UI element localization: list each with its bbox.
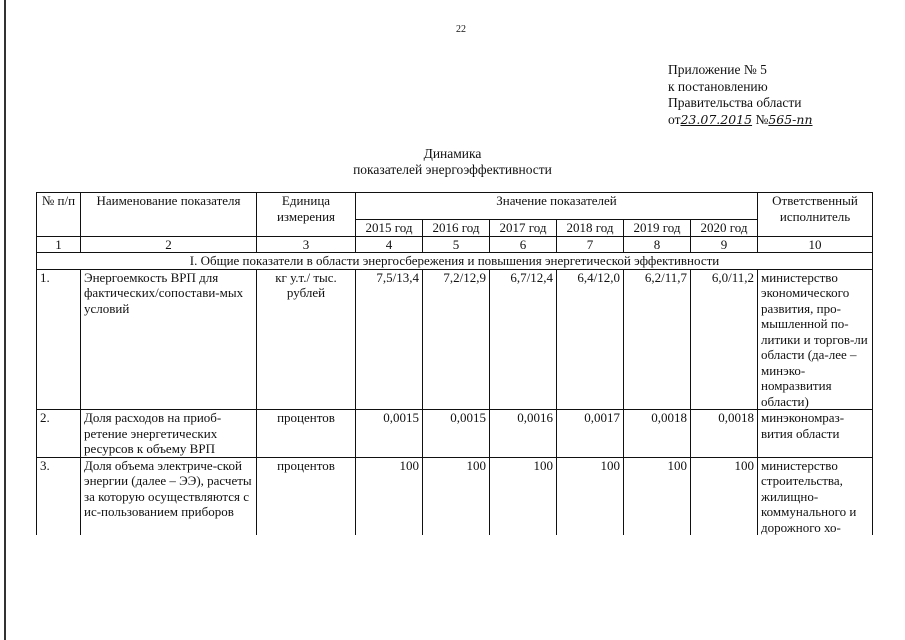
header-name: Наименование показателя [81, 193, 257, 237]
scan-edge-mark [4, 0, 6, 640]
table-row [37, 269, 873, 410]
appendix-date-line [668, 112, 813, 129]
row-value: 6,4/12,0 [557, 269, 624, 410]
row-value: 7,2/12,9 [423, 269, 490, 410]
row-name: Доля расходов на приоб-ретение энергетических ресурсов к объему ВРП [81, 410, 257, 458]
decree-date: 23.07.2015 [680, 111, 753, 127]
column-number: 5 [423, 236, 490, 253]
title-line-1: Динамика [423, 146, 482, 161]
column-number: 7 [557, 236, 624, 253]
table-row [37, 410, 873, 458]
row-value: 100 [423, 457, 490, 535]
row-value: 6,7/12,4 [490, 269, 557, 410]
number-prefix: № [755, 111, 769, 127]
column-number: 4 [356, 236, 423, 253]
row-value: 0,0015 [356, 410, 423, 458]
appendix-line-3: Правительства области [668, 95, 802, 110]
row-num: 3. [37, 457, 81, 535]
header-row [37, 193, 873, 220]
header-values: Значение показателей [356, 193, 758, 220]
year-header: 2016 год [423, 220, 490, 237]
row-value: 7,5/13,4 [356, 269, 423, 410]
row-value: 0,0018 [624, 410, 691, 458]
year-header: 2015 год [356, 220, 423, 237]
year-header: 2017 год [490, 220, 557, 237]
row-name: Доля объема электриче-ской энергии (далее – ЭЭ), расчеты за которую осуществляются с ис-пользованием приборов [81, 457, 257, 535]
column-number: 1 [37, 236, 81, 253]
column-number: 6 [490, 236, 557, 253]
row-value: 0,0018 [691, 410, 758, 458]
row-value: 100 [624, 457, 691, 535]
page-number: 22 [456, 24, 466, 35]
header-responsible: Ответственный исполнитель [758, 193, 873, 237]
row-num: 1. [37, 269, 81, 410]
header-unit: Единица измерения [257, 193, 356, 237]
row-value: 6,0/11,2 [691, 269, 758, 410]
column-number: 9 [691, 236, 758, 253]
row-value: 0,0016 [490, 410, 557, 458]
row-unit: процентов [257, 457, 356, 535]
section-row [37, 253, 873, 270]
row-value: 100 [490, 457, 557, 535]
year-header: 2020 год [691, 220, 758, 237]
appendix-block [668, 62, 813, 128]
row-value: 100 [557, 457, 624, 535]
column-number: 3 [257, 236, 356, 253]
header-num: № п/п [37, 193, 81, 237]
table-row [37, 457, 873, 535]
row-unit: процентов [257, 410, 356, 458]
year-header: 2019 год [624, 220, 691, 237]
row-value: 100 [691, 457, 758, 535]
column-number: 10 [758, 236, 873, 253]
row-responsible: минэкономраз-вития области [758, 410, 873, 458]
indicators-table [36, 192, 873, 535]
from-prefix: от [668, 111, 681, 127]
column-number: 8 [624, 236, 691, 253]
row-responsible: министерство строительства, жилищно-коммунального и дорожного хо- [758, 457, 873, 535]
appendix-line-2: к постановлению [668, 78, 768, 94]
row-num: 2. [37, 410, 81, 458]
row-value: 0,0017 [557, 410, 624, 458]
row-responsible: министерство экономического развития, про-мышленной по-литики и торгов-ли области (да-лее – минэко-номразвития области) [758, 269, 873, 410]
title-line-2: показателей энергоэффективности [353, 162, 552, 177]
column-number: 2 [81, 236, 257, 253]
year-header: 2018 год [557, 220, 624, 237]
decree-number: 565-пп [768, 111, 813, 127]
appendix-line-1: Приложение № 5 [668, 62, 767, 77]
row-unit: кг у.т./ тыс. рублей [257, 269, 356, 410]
document-title [0, 146, 905, 178]
row-value: 100 [356, 457, 423, 535]
row-value: 0,0015 [423, 410, 490, 458]
section-title: I. Общие показатели в области энергосбережения и повышения энергетической эффективности [37, 253, 873, 270]
row-name: Энергоемкость ВРП для фактических/сопостави-мых условий [81, 269, 257, 410]
row-value: 6,2/11,7 [624, 269, 691, 410]
column-numbers-row [37, 236, 873, 253]
